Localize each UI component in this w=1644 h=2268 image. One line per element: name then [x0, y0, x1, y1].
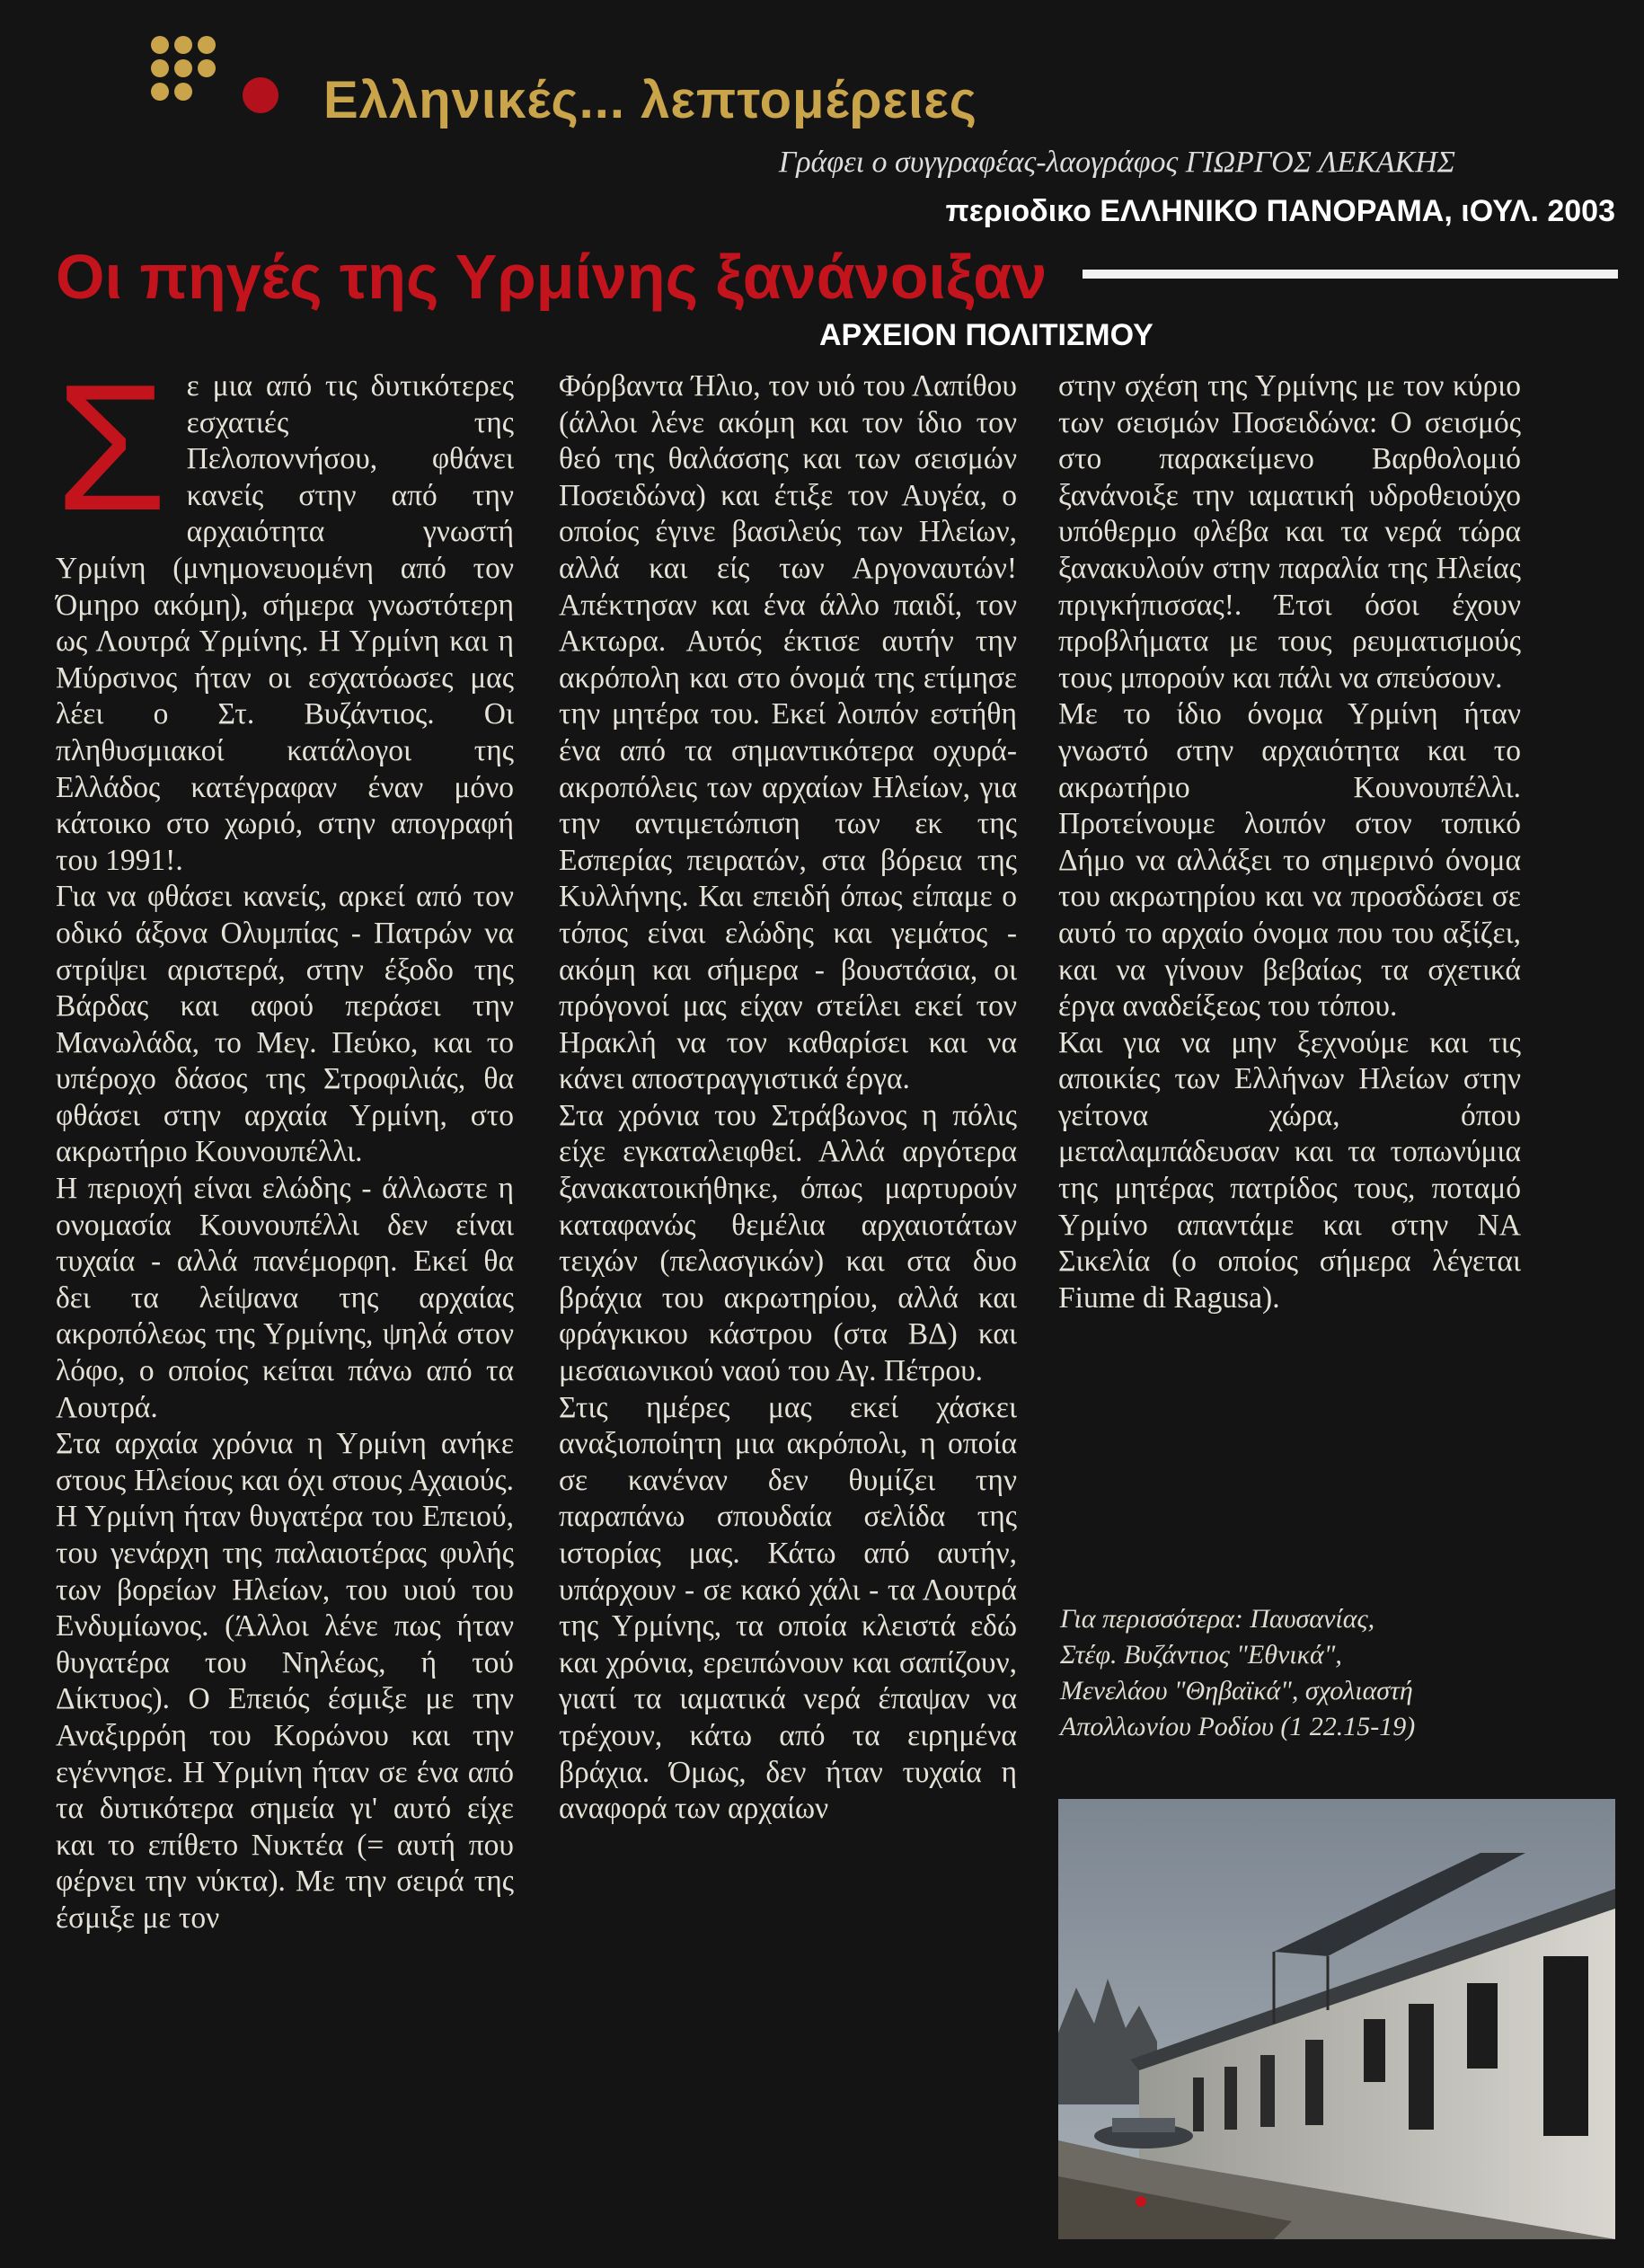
byline: Γράφει ο συγγραφέας-λαογράφος ΓΙΩΡΓΟΣ ΛΕΚΑΚΗΣ — [778, 146, 1455, 179]
article-column-1 — [56, 348, 514, 1937]
article-column-2 — [559, 368, 1017, 1828]
paragraph: Και για να μην ξεχνούμε και τις αποικίες των Ελλήνων Ηλείων στην γείτονα χώρα, όπου μεταλαμπάδευσαν και τα τοπωνύμια της μητέρας πατρίδος τους, ποταμό Υρμίνο απαντάμε και στην ΝΑ Σικελία (ο οποίος σήμερα λέγεται Fiume di Ragusa). — [1058, 1025, 1521, 1315]
references — [1060, 1601, 1527, 1745]
paragraph: Η περιοχή είναι ελώδης - άλλωστε η ονομασία Κουνουπέλλι δεν είναι τυχαία - αλλά πανέμορφη. Εκεί θα δει τα λείψανα της αρχαίας ακροπόλεως της Υρμίνης, ψηλά στον λόφο, ο οποίος κείται πάνω από τα Λουτρά. — [56, 1172, 514, 1424]
baths-photo-illustration — [1058, 1799, 1615, 2239]
drop-cap: Σ — [56, 348, 167, 548]
paragraph: Με το ίδιο όνομα Υρμίνη ήταν γνωστό στην αρχαιότητα και το ακρωτήριο Κουνουπέλλι. Προτείνουμε λοιπόν στον τοπικό Δήμο να αλλάξει το σημερινό όνομα του ακρωτηρίου και να προσδώσει σε αυτό το αρχαίο όνομα που του αξίζει, και να γίνουν βεβαίως τα σχετικά έργα αναδείξεως του τόπου. — [1058, 697, 1521, 1023]
paragraph: Στα χρόνια του Στράβωνος η πόλις είχε εγκαταλειφθεί. Αλλά αργότερα ξανακατοικήθηκε, όπως μαρτυρούν καταφανώς θεμέλια αρχαιοτάτων τειχών (πελασγικών) και στα δυο βράχια του ακρωτηρίου, αλλά και φράγκικου κάστρου (στα ΒΔ) και μεσαιωνικού ναού του Αγ. Πέτρου. — [559, 1098, 1017, 1388]
red-dot-icon — [243, 77, 278, 113]
paragraph: ε μια από τις δυτικότερες εσχατιές της Πελοποννήσου, φθάνει κανείς στην από την αρχαιότητα γνωστή Υρμίνη (μνημονευομένη από τον Όμηρο ακόμη), σήμερα γνωστότερη ως Λουτρά Υρμίνης. Η Υρμίνη και η Μύρσινος ήταν οι εσχατόωσες μας λέει ο Στ. Βυζάντιος. Οι πληθυσμιακοί κατάλογοι της Ελλάδος κατέγραφαν έναν μόνο κάτοικο στο χωριό, στην απογραφή του 1991!. — [56, 369, 514, 877]
article-headline: Οι πηγές της Υρμίνης ξανάνοιξαν — [56, 242, 1047, 312]
paragraph: Στα αρχαία χρόνια η Υρμίνη ανήκε στους Ηλείους και όχι στους Αχαιούς. Η Υρμίνη ήταν θυγατέρα του Επειού, του γενάρχη της παλαιοτέρας φυλής των βορείων Ηλείων, του υιού του Ενδυμίωνος. (Άλλοι λένε πως ήταν θυγατέρα του Νηλέως, ή τού Δίκτυος). Ο Επειός έσμιξε με την Αναξιρρόη του Κορώνου και την εγέννησε. Η Υρμίνη ήταν σε ένα από τα δυτικότερα σημεία γι' αυτό είχε και το επίθετο Νυκτέα (= αυτή που φέρνει την νύκτα). Με την σειρά της έσμιξε με τον — [56, 1427, 514, 1935]
section-title: Ελληνικές... λεπτομέρειες — [323, 71, 977, 129]
logo-dots-icon — [151, 36, 232, 117]
reference-line: Μενελάου "Θηβαϊκά", σχολιαστή — [1060, 1676, 1413, 1705]
paragraph: στην σχέση της Υρμίνης με τον κύριο των σεισμών Ποσειδώνα: Ο σεισμός στο παρακείμενο Βαρθολομιό ξανάνοιξε την ιαματική υδροθειούχο υπόθερμο φλέβα και τα νερά τώρα ξανακυλούν στην παραλία της Ηλείας πριγκήπισσας!. Έτσι όσοι έχουν προβλήματα με τους ρευματισμούς τους μπορούν και πάλι να σπεύσουν. — [1058, 369, 1521, 695]
reference-line: Για περισσότερα: Παυσανίας, — [1060, 1604, 1375, 1634]
publication-credit: περιοδικο ΕΛΛΗΝΙΚΟ ΠΑΝΟΡΑΜΑ, ιΟΥΛ. 2003 — [945, 194, 1615, 228]
reference-line: Απολλωνίου Ροδίου (1 22.15-19) — [1060, 1712, 1416, 1741]
archive-label: ΑΡΧΕΙΟΝ ΠΟΛΙΤΙΣΜΟΥ — [819, 318, 1153, 352]
header-rule — [1083, 270, 1618, 279]
article-column-3 — [1058, 368, 1521, 1316]
paragraph: Στις ημέρες μας εκεί χάσκει αναξιοποίητη μια ακρόπολι, η οποία σε κανέναν δεν θυμίζει την παραπάνω σπουδαία σελίδα της ιστορίας μας. Κάτω από αυτήν, υπάρχουν - σε κακό χάλι - τα Λουτρά της Υρμίνης, τα οποία κλειστά εδώ και χρόνια, ερειπώνουν και σαπίζουν, γιατί τα ιαματικά νερά έπαψαν να τρέχουν, κάτω από τα ειρημένα βράχια. Όμως, δεν ήταν τυχαία η αναφορά των αρχαίων — [559, 1390, 1017, 1826]
paragraph: Φόρβαντα Ήλιο, τον υιό του Λαπίθου (άλλοι λένε ακόμη και τον ίδιο τον θεό της θαλάσσης και των σεισμών Ποσειδώνα) και έτιξε τον Αυγέα, ο οποίος έγινε βασιλεύς των Ηλείων, αλλά και είς των Αργοναυτών! Απέκτησαν και ένα άλλο παιδί, τον Ακτωρα. Αυτός έκτισε αυτήν την ακρόπολη και στο όνομά της ετίμησε την μητέρα του. Εκεί λοιπόν εστήθη ένα από τα σημαντικότερα οχυρά-ακροπόλεις των αρχαίων Ηλείων, για την αντιμετώπιση των εκ της Εσπερίας πειρατών, στα βόρεια της Κυλλήνης. Και επειδή όπως είπαμε ο τόπος είναι ελώδης και γεμάτος - ακόμη και σήμερα - βουστάσια, οι πρόγονοί μας είχαν στείλει εκεί τον Ηρακλή να τον καθαρίσει και να κάνει αποστραγγιστικά έργα. — [559, 369, 1017, 1096]
paragraph: Για να φθάσει κανείς, αρκεί από τον οδικό άξονα Ολυμπίας - Πατρών να στρίψει αριστερά, στην έξοδο της Βάρδας και αφού περάσει την Μανωλάδα, το Μεγ. Πεύκο, και το υπέροχο δάσος της Στροφιλιάς, θα φθάσει στην αρχαία Υρμίνη, στο ακρωτήριο Κουνουπέλλι. — [56, 880, 514, 1169]
baths-photo — [1058, 1799, 1615, 2239]
reference-line: Στέφ. Βυζάντιος "Εθνικά", — [1060, 1640, 1342, 1670]
